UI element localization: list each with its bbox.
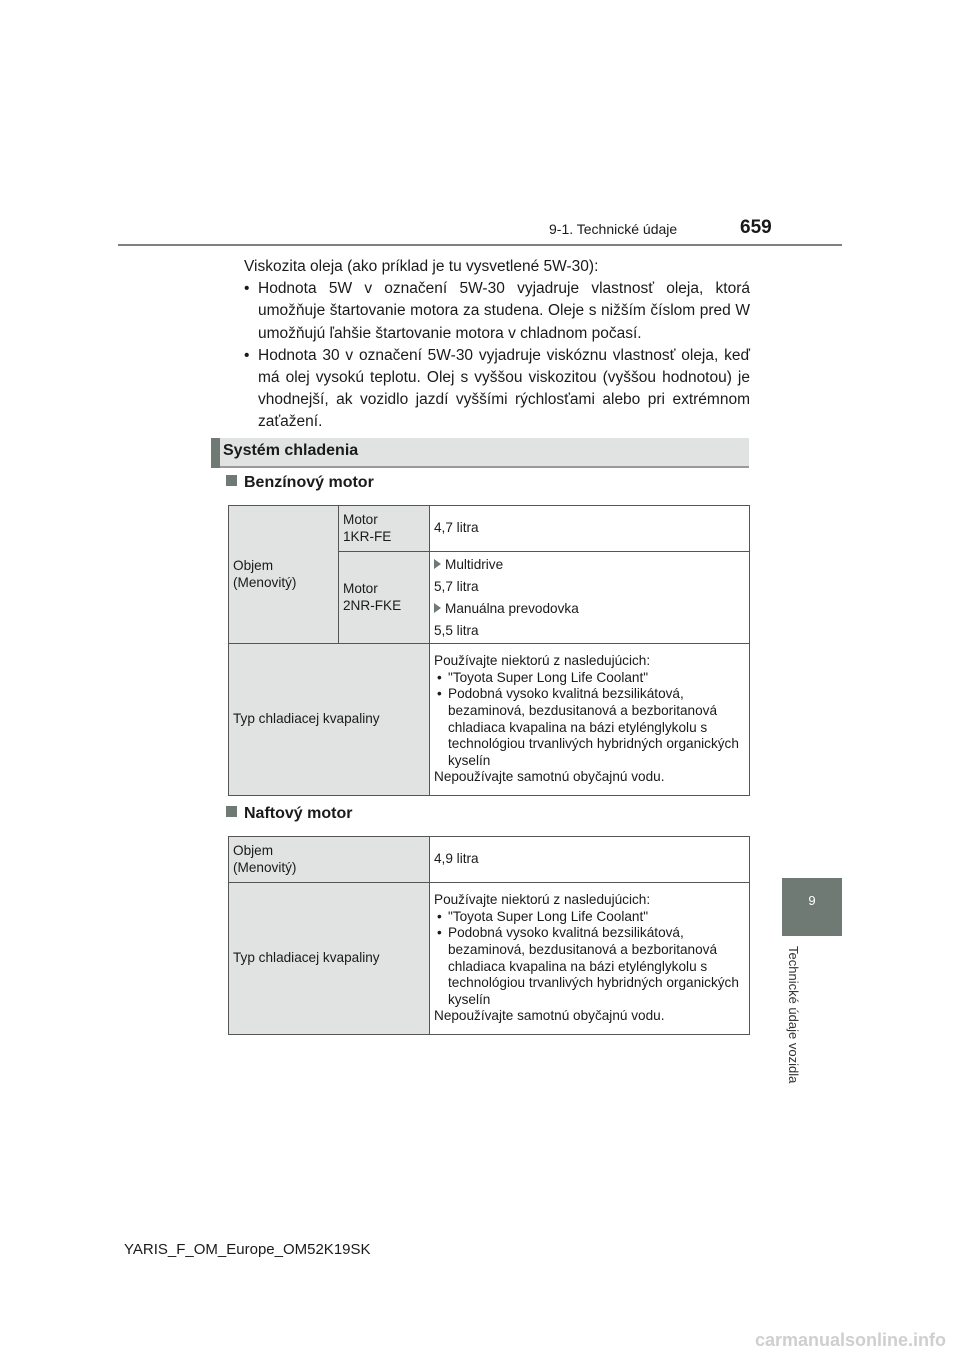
section-title: Systém chladenia — [223, 442, 359, 459]
square-bullet-icon — [226, 806, 237, 817]
viscosity-bullet: • Hodnota 30 v označení 5W-30 vyjadruje viskóznu vlastnosť oleja, keď má olej vysokú teplotu. Olej s vyššou viskozitou (vyššou hodnotou) je vhodnejší, ak vozidlo jazdí vyššími rýchlosťami alebo pri extrémnom zaťažení. — [244, 345, 750, 434]
diesel-spec-table — [228, 836, 750, 1035]
section-accent — [211, 438, 220, 468]
coolant-item: • Podobná vysoko kvalitná bezsilikátová, bezaminová, bezdusitanová a bezboritanová chladiaca kvapalina na bázi etylénglykolu s technológiou trvanlivých hybridných organických kyselín — [434, 686, 745, 769]
coolant-note: Nepoužívajte samotnú obyčajnú vodu. — [434, 1008, 665, 1024]
engine2-values — [430, 552, 750, 644]
watermark: carmanualsonline.info — [754, 1330, 946, 1350]
viscosity-bullets — [244, 278, 750, 433]
option-value: 5,5 litra — [434, 622, 479, 638]
viscosity-bullet: • Hodnota 5W v označení 5W-30 vyjadruje vlastnosť oleja, ktorá umožňuje štartovanie motora za studena. Oleje s nižším číslom pred W umožňujú ľahšie štartovanie motora v chladnom počasí. — [244, 278, 750, 345]
header-divider — [118, 244, 842, 246]
document-footer: YARIS_F_OM_Europe_OM52K19SK — [124, 1241, 371, 1258]
triangle-icon — [434, 603, 441, 613]
option-row: Manuálna prevodovka — [434, 598, 745, 620]
chapter-label — [782, 946, 804, 1106]
engine1-label: Motor 1KR-FE — [339, 506, 430, 552]
engine1-value: 4,7 litra — [430, 506, 750, 552]
square-bullet-icon — [226, 475, 237, 486]
coolant-list — [434, 670, 745, 770]
coolant-label: Typ chladiacej kvapaliny — [229, 644, 430, 796]
coolant-label: Typ chladiacej kvapaliny — [229, 883, 430, 1035]
coolant-note: Nepoužívajte samotnú obyčajnú vodu. — [434, 769, 665, 785]
viscosity-lead: Viskozita oleja (ako príklad je tu vysvetlené 5W-30): — [244, 258, 599, 275]
option-row: Multidrive — [434, 554, 745, 576]
coolant-value: Používajte niektorú z nasledujúcich: • "Toyota Super Long Life Coolant" • Podobná vysoko kvalitná bezsilikátová, bezaminová, bezdusitanová a bezboritanová chladiaca kvapalina na bázi etylénglykolu s technológiou trvanlivých hybridných organických kyselín Nepoužívajte samotnú obyčajnú vodu. — [430, 644, 750, 796]
coolant-item: • Podobná vysoko kvalitná bezsilikátová, bezaminová, bezdusitanová a bezboritanová chladiaca kvapalina na bázi etylénglykolu s technológiou trvanlivých hybridných organických kyselín — [434, 925, 745, 1008]
coolant-list — [434, 909, 745, 1009]
viscosity-explanation — [244, 256, 750, 434]
coolant-item: • "Toyota Super Long Life Coolant" — [434, 670, 745, 687]
triangle-icon — [434, 559, 441, 569]
page-number: 659 — [740, 217, 772, 238]
capacity-label: Objem (Menovitý) — [229, 837, 430, 883]
gasoline-heading: Benzínový motor — [226, 474, 374, 492]
chapter-label-text: Technické údaje vozidla — [786, 946, 801, 1084]
capacity-label: Objem (Menovitý) — [229, 506, 339, 644]
chapter-tab: 9 — [782, 878, 842, 936]
section-header: 9-1. Technické údaje — [549, 221, 678, 237]
engine2-label: Motor 2NR-FKE — [339, 552, 430, 644]
diesel-heading: Naftový motor — [226, 805, 352, 823]
coolant-item: • "Toyota Super Long Life Coolant" — [434, 909, 745, 926]
coolant-value: Používajte niektorú z nasledujúcich: • "Toyota Super Long Life Coolant" • Podobná vysoko kvalitná bezsilikátová, bezaminová, bezdusitanová a bezboritanová chladiaca kvapalina na bázi etylénglykolu s technológiou trvanlivých hybridných organických kyselín Nepoužívajte samotnú obyčajnú vodu. — [430, 883, 750, 1035]
option-value: 5,7 litra — [434, 578, 479, 594]
gasoline-spec-table — [228, 505, 750, 796]
section-bar — [211, 438, 749, 468]
capacity-value: 4,9 litra — [430, 837, 750, 883]
